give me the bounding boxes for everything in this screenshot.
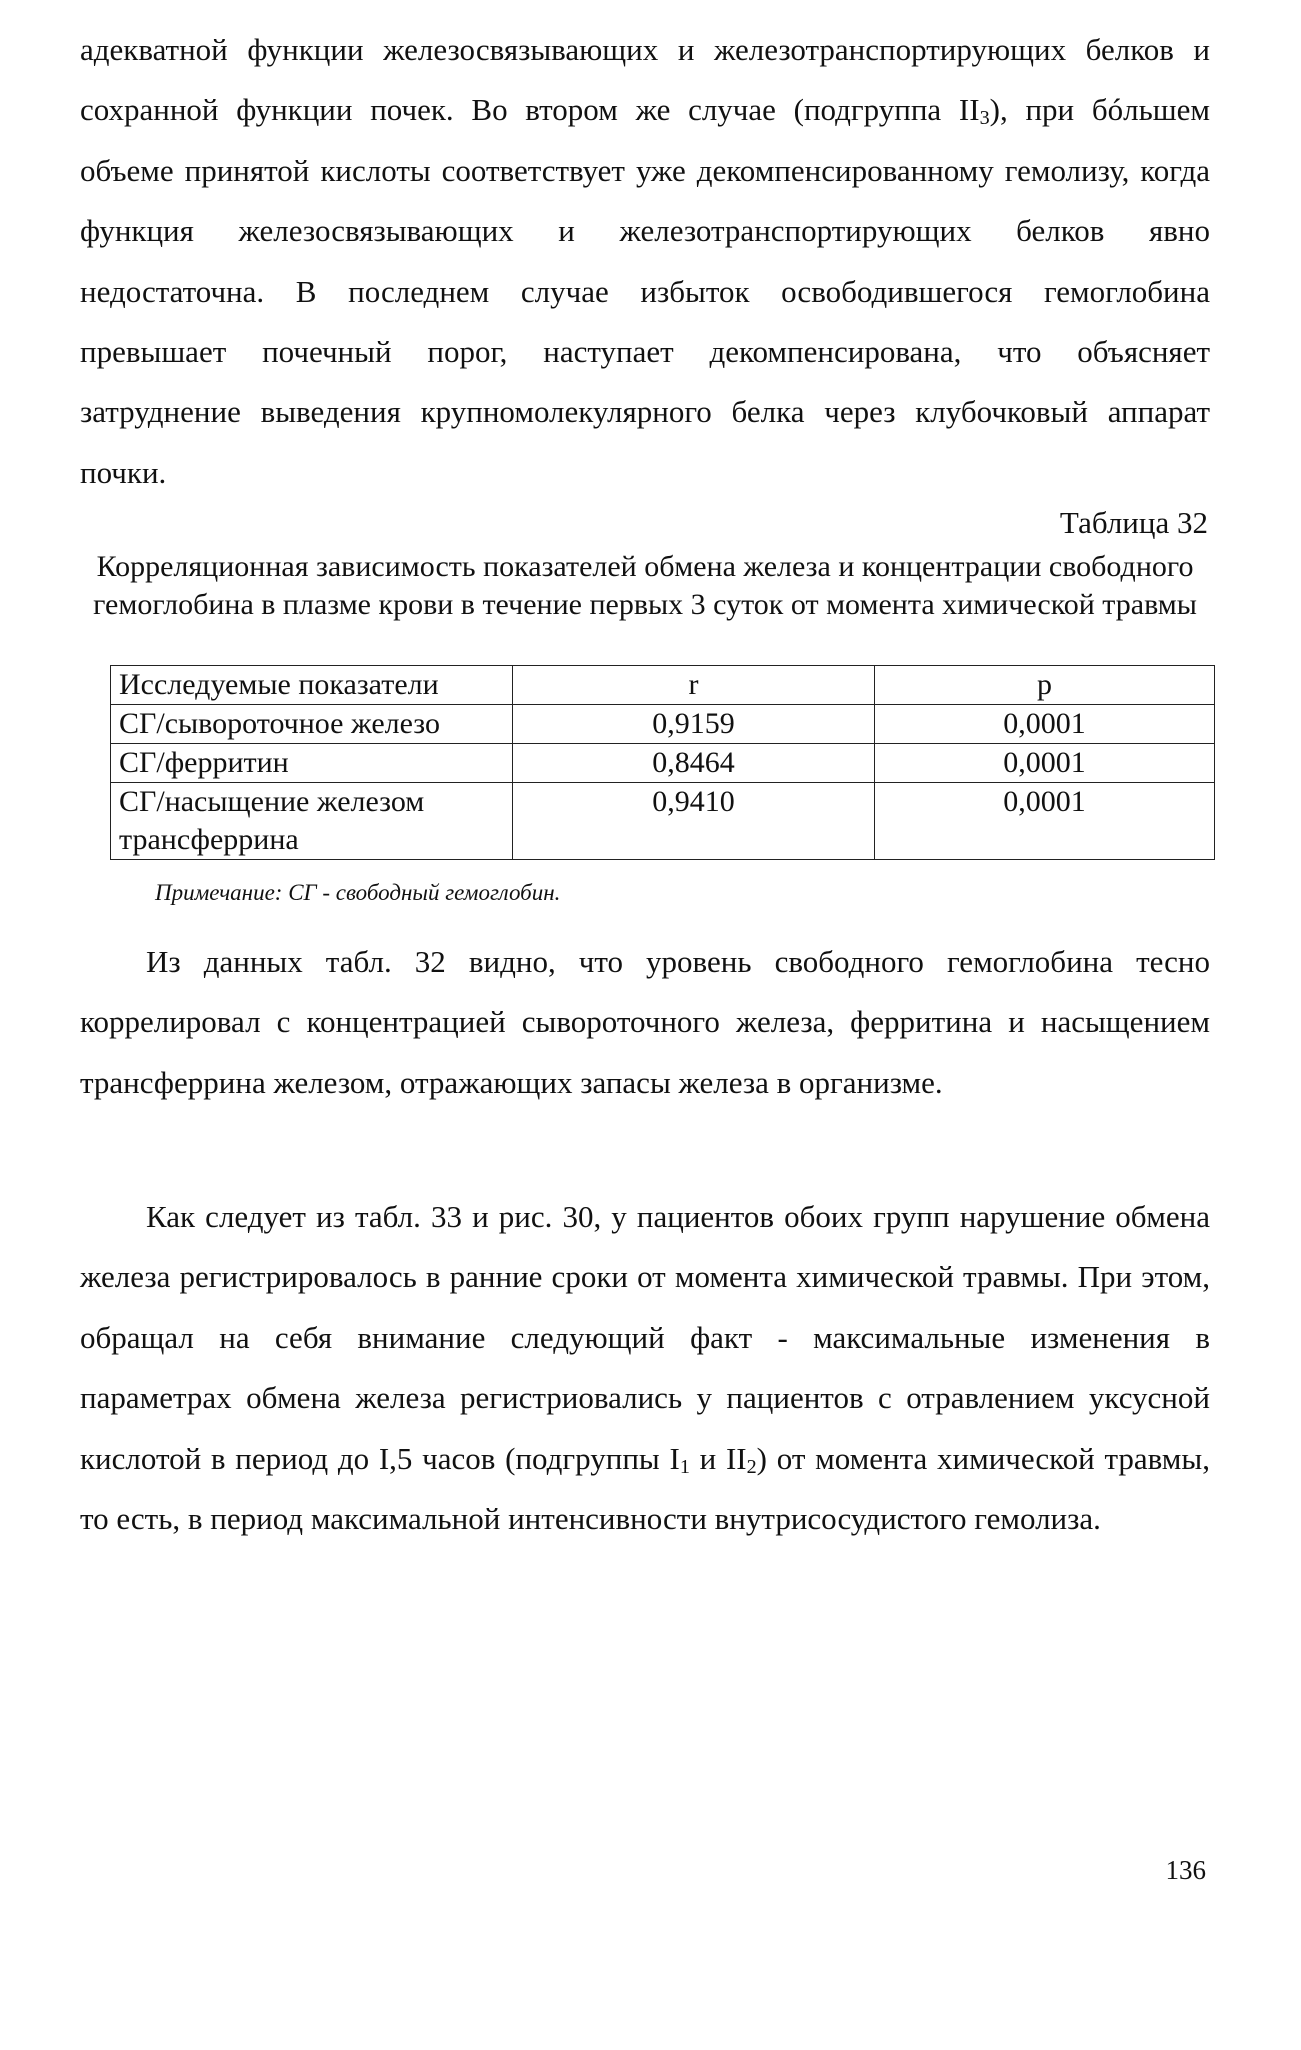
- paragraph-2: Из данных табл. 32 видно, что уровень свободного гемоглобина тесно коррелировал с концентрацией сывороточного железа, ферритина и насыщением трансферрина железом, отражающих запасы железа в организме.: [80, 944, 1210, 1100]
- table-row: [111, 744, 1215, 783]
- paragraph-3-text-c: ) от момента химической травмы, то есть, в период максимальной интенсивности внутрисосудистого гемолиза.: [80, 1440, 1210, 1537]
- table-cell: СГ/насыщение железом трансферрина: [111, 783, 513, 860]
- table-cell: 0,0001: [875, 783, 1215, 860]
- table-note: Примечание: СГ - свободный гемоглобин.: [155, 880, 561, 905]
- table-title: Корреляционная зависимость показателей обмена железа и концентрации свободного гемоглобина в плазме крови в течение первых 3 суток от момента химической травмы: [93, 550, 1197, 621]
- table-cell: 0,8464: [513, 744, 875, 783]
- header-cell: p: [875, 666, 1215, 705]
- table-cell: СГ/ферритин: [111, 744, 513, 783]
- paragraph-1-text-a: адекватной функции железосвязывающих и железотранспортирующих белков и сохранной функции почек. Во втором же случае (подгруппа II: [80, 32, 1210, 128]
- correlation-table: [110, 665, 1215, 860]
- paragraph-1: [80, 20, 1210, 503]
- paragraph-3-text-a: Как следует из табл. 33 и рис. 30, у пациентов обоих групп нарушение обмена железа регистрировалось в ранние сроки от момента химической травмы. При этом, обращал на себя внимание следующий факт - максимальные изменения в параметрах обмена железа регистриовались у пациентов с отравлением уксусной кислотой в период до I,5 часов (подгруппы I: [80, 1199, 1210, 1476]
- table-cell: 0,9410: [513, 783, 875, 860]
- header-cell: r: [513, 666, 875, 705]
- paragraph-3-subscript-2: 2: [746, 1455, 757, 1478]
- paragraph-3-text-b: и II: [689, 1440, 747, 1476]
- paragraph-1-subscript: 3: [979, 107, 990, 130]
- header-cell: Исследуемые показатели: [111, 666, 513, 705]
- table-cell: 0,0001: [875, 744, 1215, 783]
- table-cell: 0,9159: [513, 705, 875, 744]
- table-row: [111, 705, 1215, 744]
- table-header-row: [111, 666, 1215, 705]
- paragraph-3: [80, 1187, 1210, 1549]
- paragraph-3-subscript-1: 1: [679, 1455, 690, 1478]
- page-number: 136: [1165, 1855, 1206, 1885]
- table-cell: 0,0001: [875, 705, 1215, 744]
- paragraph-1-text-b: ), при бóльшем объеме принятой кислоты соответствует уже декомпенсированному гемолизу, когда функция железосвязывающих и железотранспортирующих белков явно недостаточна. В последнем случае избыток освободившегося гемоглобина превышает почечный порог, наступает декомпенсирована, что объясняет затруднение выведения крупномолекулярного белка через клубочковый аппарат почки.: [80, 92, 1210, 490]
- table-label: Таблица 32: [1059, 505, 1208, 540]
- table-cell: СГ/сывороточное железо: [111, 705, 513, 744]
- table-row: [111, 783, 1215, 860]
